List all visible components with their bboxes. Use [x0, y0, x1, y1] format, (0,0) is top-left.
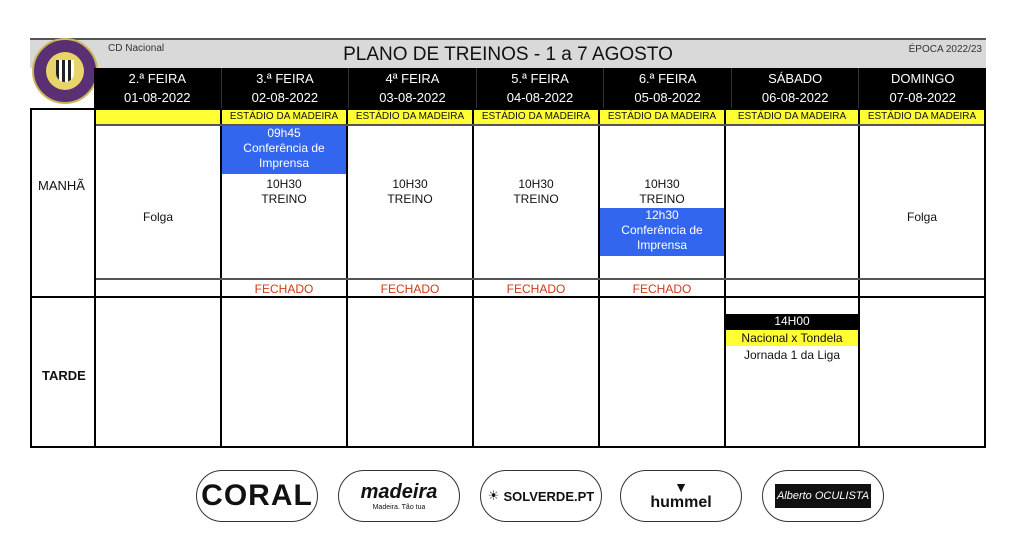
sponsor-madeira-logo: madeira Madeira. Tão tua — [338, 470, 460, 522]
wed-training: 10H30 TREINO — [387, 177, 433, 206]
sat-match-teams: Nacional x Tondela — [726, 330, 858, 346]
sponsor-bar — [196, 470, 886, 524]
club-name: CD Nacional — [108, 43, 165, 54]
thu-closed: FECHADO — [506, 282, 566, 296]
fri-closed: FECHADO — [632, 282, 692, 296]
venue-tue: ESTÁDIO DA MADEIRA — [222, 110, 346, 124]
sponsor-coral-logo: CORAL — [196, 470, 318, 522]
sat-match-time: 14H00 — [726, 314, 858, 330]
sat-match-round: Jornada 1 da Liga — [743, 348, 841, 362]
row-label-morning: MANHÃ — [38, 178, 85, 193]
day-header-fri: 6.ª FEIRA 05-08-2022 — [603, 68, 731, 108]
sun-morning-text: Folga — [906, 210, 938, 224]
venue-sat: ESTÁDIO DA MADEIRA — [726, 110, 858, 124]
day-header-row — [94, 68, 986, 108]
venue-wed: ESTÁDIO DA MADEIRA — [348, 110, 472, 124]
mon-morning-text: Folga — [142, 210, 174, 224]
venue-thu: ESTÁDIO DA MADEIRA — [474, 110, 598, 124]
fri-training: 10H30 TREINO — [639, 177, 685, 206]
tue-press-conference: 09h45 Conferência de Imprensa — [222, 126, 346, 174]
training-plan-sheet — [30, 38, 986, 448]
tue-closed: FECHADO — [254, 282, 314, 296]
day-header-sat: SÁBADO 06-08-2022 — [731, 68, 859, 108]
thu-training: 10H30 TREINO — [513, 177, 559, 206]
day-header-sun: DOMINGO 07-08-2022 — [858, 68, 986, 108]
day-header-tue: 3.ª FEIRA 02-08-2022 — [221, 68, 349, 108]
season-label: ÉPOCA 2022/23 — [908, 44, 982, 55]
hummel-bee-icon: ▼ — [674, 479, 688, 495]
fri-press-conference: 12h30 Conferência de Imprensa — [600, 208, 724, 256]
sun-icon: ☀ — [487, 488, 500, 503]
venue-sun: ESTÁDIO DA MADEIRA — [860, 110, 984, 124]
venue-fri: ESTÁDIO DA MADEIRA — [600, 110, 724, 124]
schedule-grid — [30, 108, 986, 448]
tue-training: 10H30 TREINO — [261, 177, 307, 206]
sponsor-solverde-logo: ☀ SOLVERDE.PT — [480, 470, 602, 522]
day-header-mon: 2.ª FEIRA 01-08-2022 — [124, 71, 191, 105]
row-label-afternoon: TARDE — [42, 368, 86, 383]
day-header-thu: 5.ª FEIRA 04-08-2022 — [476, 68, 604, 108]
sponsor-alberto-logo: Alberto OCULISTA — [762, 470, 884, 522]
sponsor-hummel-logo: ▼ hummel — [620, 470, 742, 522]
header-bar — [30, 38, 986, 68]
day-header-wed: 4ª FEIRA 03-08-2022 — [348, 68, 476, 108]
wed-closed: FECHADO — [380, 282, 440, 296]
page-title: PLANO DE TREINOS - 1 a 7 AGOSTO — [343, 44, 673, 65]
venue-mon — [96, 110, 220, 124]
club-crest-logo — [32, 38, 98, 104]
